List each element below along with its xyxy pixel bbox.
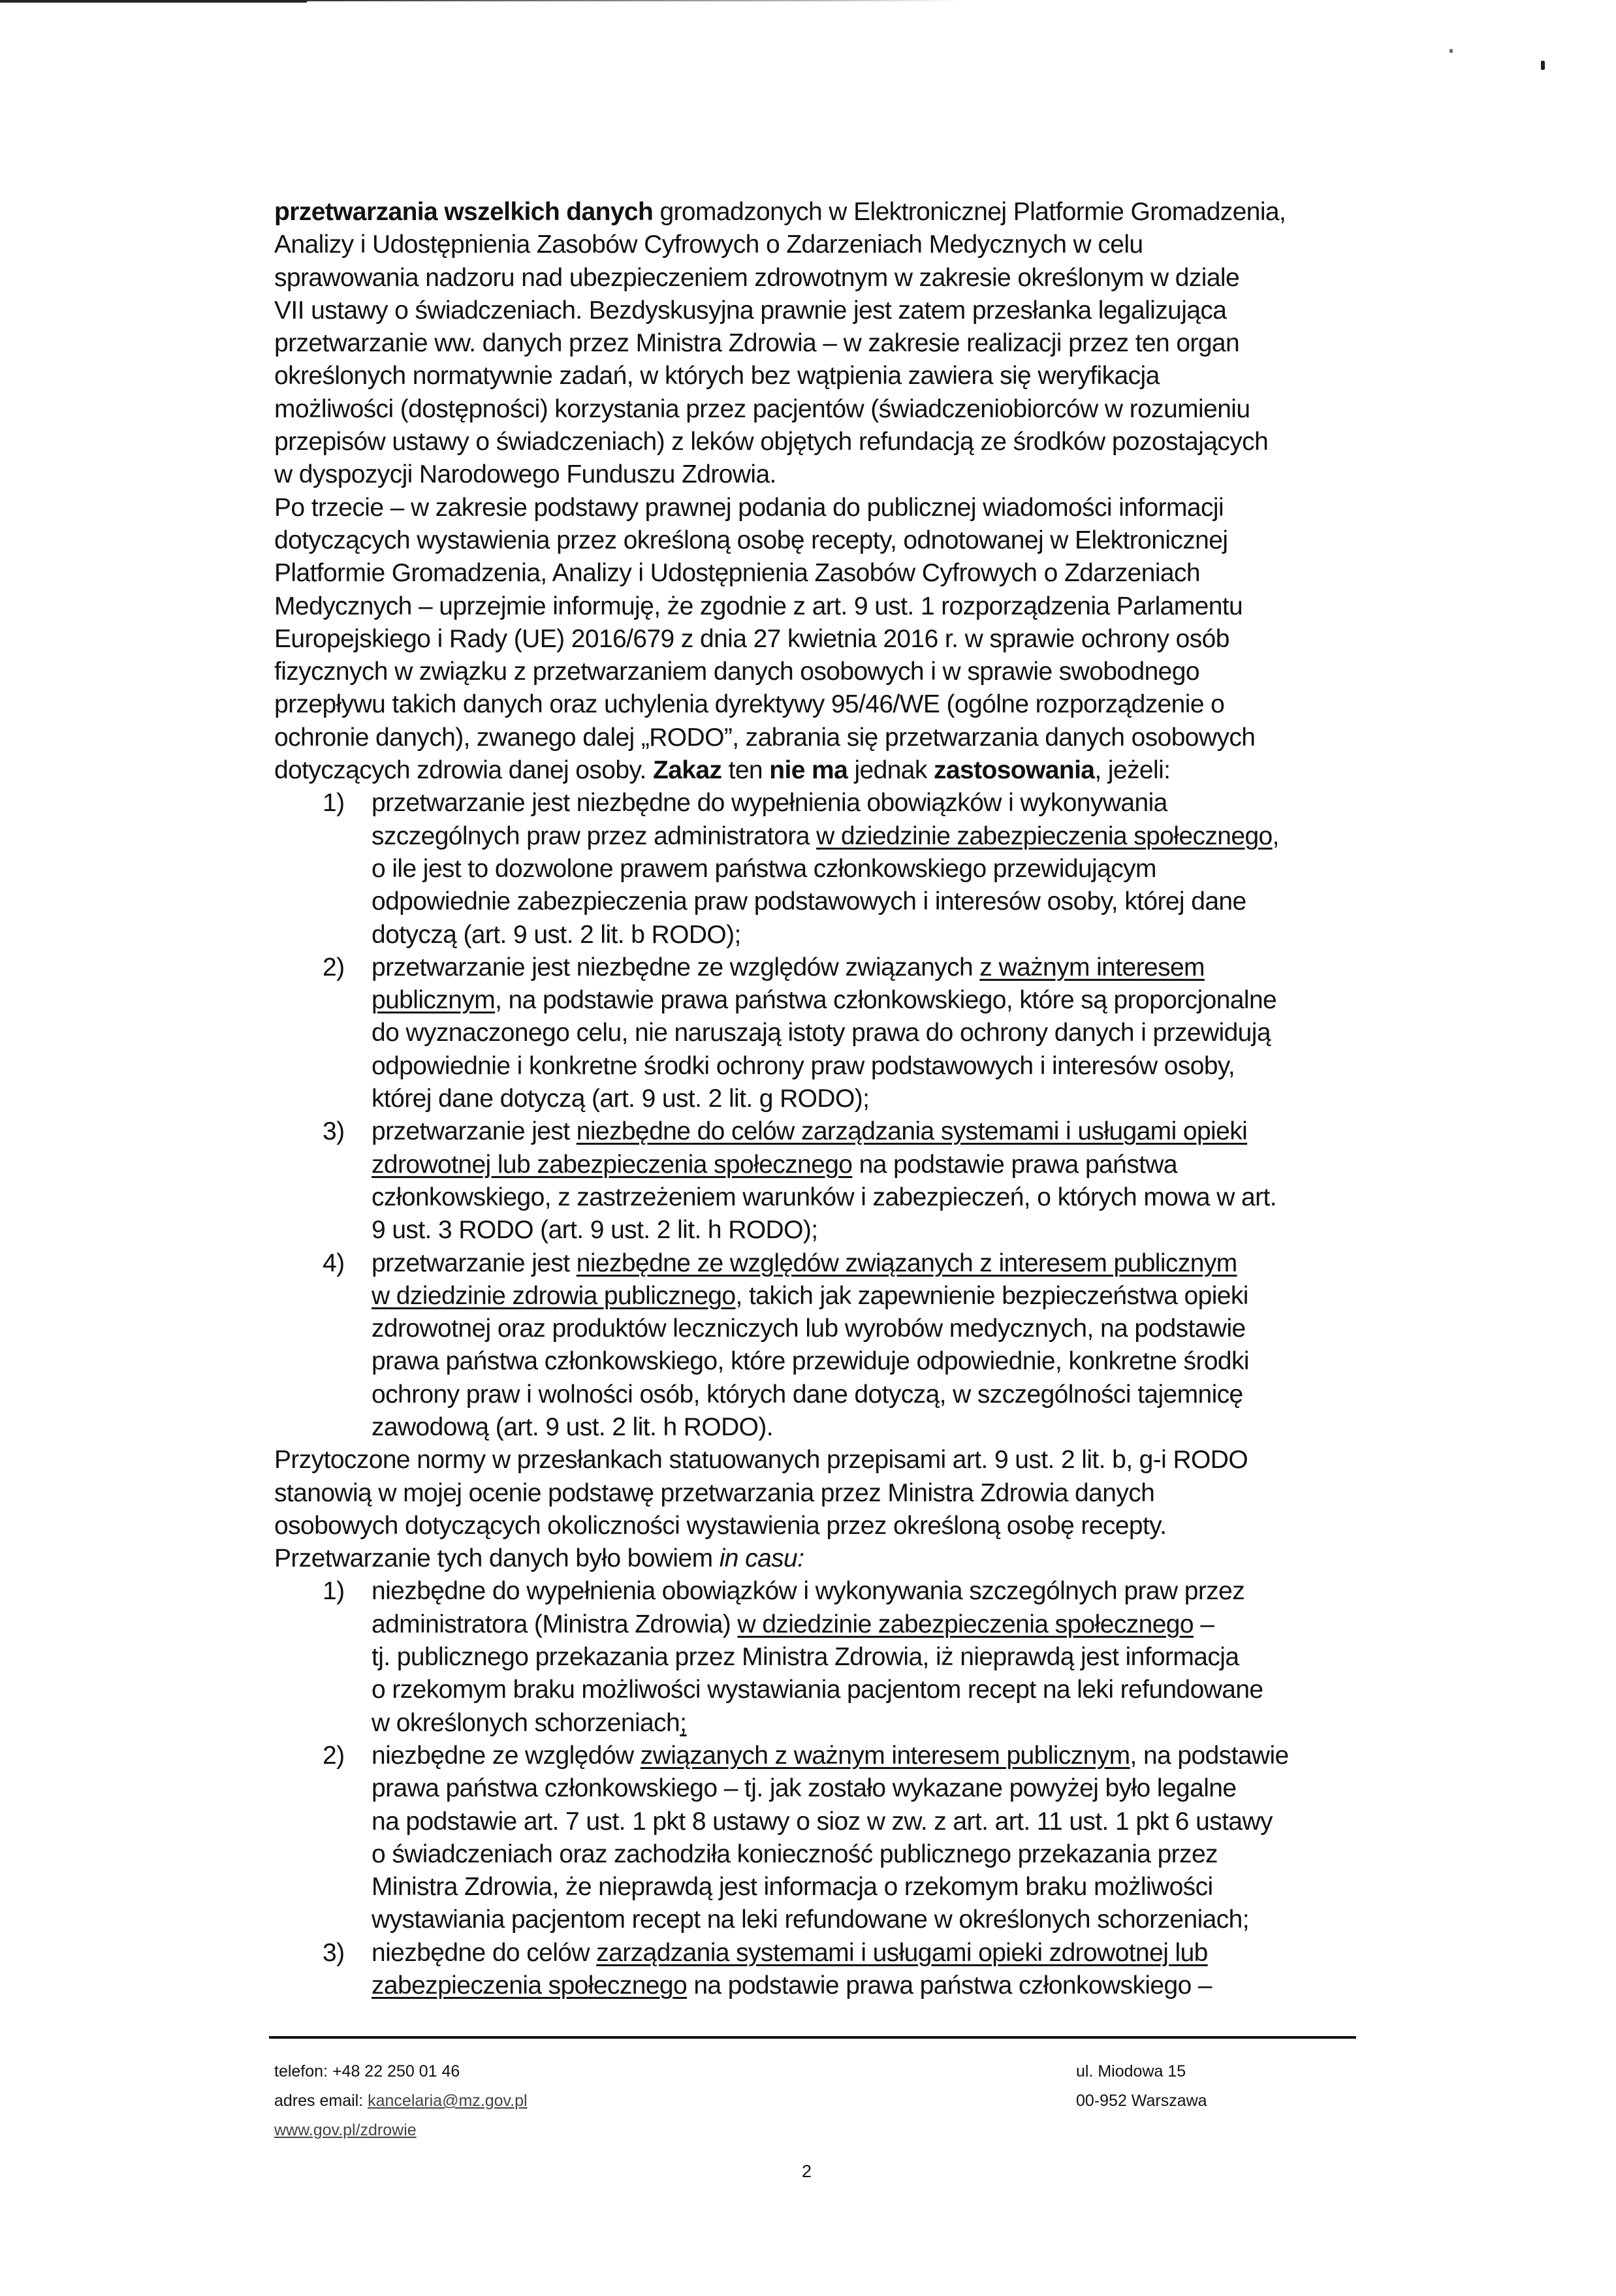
- text-run: wystawiania pacjentom recept na leki refundowane w określonych schorzeniach;: [372, 1905, 1249, 1934]
- underlined-text: w dziedzinie zabezpieczenia społecznego: [737, 1610, 1194, 1638]
- text-run: przetwarzanie jest niezbędne ze względów związanych: [372, 953, 980, 981]
- footer-email-row: [274, 2086, 528, 2116]
- list-item-line: [274, 919, 1358, 951]
- text-run: Przytoczone normy w przesłankach statuowanych przepisami art. 9 ust. 2 lit. b, g-i RODO: [274, 1446, 1248, 1475]
- text-run: prawa państwa członkowskiego, które przewiduje odpowiednie, konkretne środki: [372, 1347, 1249, 1376]
- text-line: [274, 688, 1358, 721]
- text-run: na podstawie art. 7 ust. 1 pkt 8 ustawy o sioz w zw. z art. art. 11 ust. 1 pkt 6 ustawy: [372, 1807, 1273, 1836]
- text-run: VII ustawy o świadczeniach. Bezdyskusyjna prawnie jest zatem przesłanka legalizująca: [274, 296, 1227, 325]
- underlined-text: z ważnym interesem: [979, 953, 1205, 981]
- text-run: stanowią w mojej ocenie podstawę przetwarzania przez Ministra Zdrowia danych: [274, 1478, 1155, 1507]
- footer-website-link[interactable]: www.gov.pl/zdrowie: [274, 2121, 417, 2139]
- text-run: , takich jak zapewnienie bezpieczeństwa opieki: [735, 1281, 1248, 1310]
- text-run: Ministra Zdrowia, że nieprawdą jest informacja o rzekomym braku możliwości: [372, 1873, 1213, 1902]
- underlined-text: zarządzania systemami i usługami opieki zdrowotnej lub: [596, 1938, 1208, 1967]
- text-run: zdrowotnej oraz produktów leczniczych lub wyrobów medycznych, na podstawie: [372, 1315, 1246, 1343]
- text-run: niezbędne do wypełnienia obowiązków i wykonywania szczególnych praw przez: [372, 1577, 1245, 1606]
- text-run: osobowych dotyczących okoliczności wystawienia przez określoną osobę recepty.: [274, 1511, 1167, 1540]
- list-item-line: [274, 1772, 1358, 1805]
- list-item-line: [274, 1050, 1358, 1083]
- list-item-line: [274, 1247, 1358, 1280]
- list-item-number: 3): [323, 1938, 345, 1967]
- list-item-line: [274, 951, 1358, 984]
- list-item-number: 1): [323, 789, 345, 818]
- text-run: , na podstawie: [1130, 1741, 1289, 1770]
- text-run: o rzekomym braku możliwości wystawiania pacjentom recept na leki refundowane: [372, 1676, 1263, 1704]
- underlined-text: ;: [680, 1708, 687, 1737]
- bold-text: przetwarzania wszelkich danych: [274, 198, 654, 226]
- text-run: ,: [1272, 821, 1279, 850]
- text-line: [274, 360, 1358, 392]
- underlined-text: w dziedzinie zabezpieczenia społecznego: [816, 821, 1273, 850]
- text-line: [274, 229, 1358, 261]
- italic-text: in casu:: [719, 1544, 804, 1573]
- text-line: [274, 393, 1358, 426]
- text-line: [274, 1542, 1358, 1575]
- text-run: do wyznaczonego celu, nie naruszają istoty prawa do ochrony danych i przewidują: [372, 1019, 1271, 1047]
- list-item-line: [274, 1904, 1358, 1936]
- bold-text: nie ma: [769, 756, 848, 785]
- underlined-text: związanych z ważnym interesem publicznym: [640, 1741, 1130, 1770]
- text-run: Analizy i Udostępnienia Zasobów Cyfrowych o Zdarzeniach Medycznych w celu: [274, 231, 1143, 259]
- footer-address: [1076, 2057, 1207, 2116]
- text-run: w dyspozycji Narodowego Funduszu Zdrowia.: [274, 460, 776, 489]
- text-line: [274, 295, 1358, 327]
- text-run: przepisów ustawy o świadczeniach) z leków objętych refundacją ze środków pozostających: [274, 428, 1269, 456]
- text-run: 9 ust. 3 RODO (art. 9 ust. 2 lit. h RODO);: [372, 1216, 818, 1245]
- list-item-number: 4): [323, 1249, 345, 1277]
- text-run: fizycznych w związku z przetwarzaniem danych osobowych i w sprawie swobodnego: [274, 658, 1199, 686]
- list-item-line: [274, 787, 1358, 820]
- text-run: ochronie danych), zwanego dalej „RODO”, zabrania się przetwarzania danych osobowych: [274, 723, 1256, 752]
- list-item-line: [274, 1871, 1358, 1904]
- list-item-number: 2): [323, 1741, 345, 1770]
- list-item-line: [274, 984, 1358, 1017]
- text-run: prawa państwa członkowskiego – tj. jak zostało wykazane powyżej było legalne: [372, 1774, 1237, 1803]
- list-item-line: [274, 853, 1358, 885]
- list-item-line: [274, 1017, 1358, 1049]
- text-run: Przetwarzanie tych danych było bowiem: [274, 1544, 720, 1573]
- text-run: określonych normatywnie zadań, w których bez wątpienia zawiera się weryfikacja: [274, 362, 1160, 391]
- text-run: niezbędne do celów: [372, 1938, 597, 1967]
- list-item-line: [274, 1214, 1358, 1247]
- footer-phone: telefon: +48 22 250 01 46: [274, 2062, 460, 2081]
- text-run: ochrony praw i wolności osób, których dane dotyczą, w szczególności tajemnicę: [372, 1380, 1243, 1409]
- text-run: niezbędne ze względów: [372, 1741, 641, 1770]
- text-run: Platformie Gromadzenia, Analizy i Udostępnienia Zasobów Cyfrowych o Zdarzeniach: [274, 559, 1200, 588]
- list-item-line: [274, 1115, 1358, 1148]
- footer-contact: [274, 2057, 528, 2145]
- list-item-line: [274, 1806, 1358, 1838]
- footer-address-street: ul. Miodowa 15: [1076, 2062, 1186, 2081]
- text-run: ten: [721, 756, 770, 785]
- scan-edge-mark: [307, 0, 960, 1]
- text-run: Europejskiego i Rady (UE) 2016/679 z dnia 27 kwietnia 2016 r. w sprawie ochrony osób: [274, 624, 1229, 653]
- footer-email-link[interactable]: kancelaria@mz.gov.pl: [368, 2092, 528, 2110]
- list-item-line: [274, 1083, 1358, 1115]
- text-line: [274, 458, 1358, 491]
- list-item-line: [274, 1379, 1358, 1411]
- text-line: [274, 426, 1358, 458]
- text-line: [274, 196, 1358, 229]
- list-item-line: [274, 1313, 1358, 1345]
- underlined-text: publicznym: [372, 986, 496, 1015]
- list-item-line: [274, 1149, 1358, 1181]
- text-line: [274, 623, 1358, 656]
- footer-address-city: 00-952 Warszawa: [1076, 2092, 1207, 2110]
- text-line: [274, 557, 1358, 590]
- text-line: [274, 524, 1358, 557]
- scan-speck: [1450, 49, 1453, 53]
- text-run: na podstawie prawa państwa: [852, 1150, 1178, 1179]
- text-run: o świadczeniach oraz zachodziła konieczność publicznego przekazania przez: [372, 1840, 1218, 1868]
- bold-text: zastosowania: [934, 756, 1095, 785]
- list-item-line: [274, 885, 1358, 918]
- text-line: [274, 722, 1358, 754]
- list-item-line: [274, 1411, 1358, 1444]
- bold-text: Zakaz: [652, 756, 722, 785]
- text-run: administratora (Ministra Zdrowia): [372, 1610, 738, 1638]
- text-run: odpowiednie i konkretne środki ochrony praw podstawowych i interesów osoby,: [372, 1051, 1235, 1080]
- text-run: dotyczących zdrowia danej osoby.: [274, 756, 653, 785]
- letter-body: [274, 196, 1358, 2002]
- text-run: zawodową (art. 9 ust. 2 lit. h RODO).: [372, 1412, 774, 1441]
- scan-edge-mark: [0, 0, 307, 3]
- text-line: [274, 327, 1358, 360]
- underlined-text: w dziedzinie zdrowia publicznego: [372, 1281, 736, 1310]
- list-item-line: [274, 1608, 1358, 1641]
- text-run: przetwarzanie jest: [372, 1117, 577, 1146]
- text-line: [274, 492, 1358, 524]
- text-run: członkowskiego, z zastrzeżeniem warunków i zabezpieczeń, o których mowa w art.: [372, 1183, 1276, 1211]
- text-line: [274, 656, 1358, 688]
- footer-divider: [269, 2036, 1356, 2039]
- text-run: przetwarzanie jest: [372, 1249, 577, 1277]
- list-item-line: [274, 1674, 1358, 1706]
- list-item-number: 1): [323, 1577, 345, 1606]
- scan-speck: [1541, 61, 1545, 70]
- list-item-line: [274, 1707, 1358, 1740]
- text-run: na podstawie prawa państwa członkowskiego –: [687, 1971, 1212, 2000]
- list-item-line: [274, 1838, 1358, 1871]
- list-item-line: [274, 1181, 1358, 1214]
- list-item-line: [274, 1641, 1358, 1674]
- text-run: której dane dotyczą (art. 9 ust. 2 lit. g RODO);: [372, 1085, 870, 1113]
- list-item-line: [274, 1345, 1358, 1378]
- footer-email-label: adres email:: [274, 2092, 368, 2110]
- underlined-text: niezbędne do celów zarządzania systemami i usługami opieki: [576, 1117, 1248, 1146]
- text-line: [274, 1510, 1358, 1542]
- text-run: przetwarzanie jest niezbędne do wypełnienia obowiązków i wykonywania: [372, 789, 1167, 818]
- list-item-line: [274, 1575, 1358, 1608]
- text-line: [274, 1477, 1358, 1510]
- underlined-text: zdrowotnej lub zabezpieczenia społecznego: [372, 1150, 853, 1179]
- text-run: gromadzonych w Elektronicznej Platformie Gromadzenia,: [653, 198, 1286, 226]
- text-line: [274, 754, 1358, 787]
- text-run: odpowiednie zabezpieczenia praw podstawowych i interesów osoby, której dane: [372, 887, 1246, 916]
- text-line: [274, 262, 1358, 295]
- page-number: 2: [802, 2161, 812, 2181]
- text-run: –: [1193, 1610, 1214, 1638]
- list-item-number: 2): [323, 953, 345, 981]
- list-item-line: [274, 1937, 1358, 1969]
- list-item-line: [274, 1969, 1358, 2002]
- text-run: , jeżeli:: [1094, 756, 1171, 785]
- text-line: [274, 1444, 1358, 1476]
- text-run: możliwości (dostępności) korzystania przez pacjentów (świadczeniobiorców w rozumieniu: [274, 394, 1250, 423]
- text-run: sprawowania nadzoru nad ubezpieczeniem zdrowotnym w zakresie określonym w dziale: [274, 263, 1240, 292]
- text-run: w określonych schorzeniach: [372, 1708, 680, 1737]
- list-item-line: [274, 1740, 1358, 1772]
- list-item-line: [274, 820, 1358, 853]
- text-run: o ile jest to dozwolone prawem państwa członkowskiego przewidującym: [372, 854, 1156, 883]
- text-run: tj. publicznego przekazania przez Ministra Zdrowia, iż nieprawdą jest informacja: [372, 1643, 1239, 1672]
- text-run: szczególnych praw przez administratora: [372, 821, 817, 850]
- text-run: , na podstawie prawa państwa członkowskiego, które są proporcjonalne: [495, 986, 1277, 1015]
- text-run: dotyczą (art. 9 ust. 2 lit. b RODO);: [372, 920, 741, 949]
- text-line: [274, 590, 1358, 623]
- underlined-text: zabezpieczenia społecznego: [372, 1971, 688, 2000]
- text-run: jednak: [848, 756, 934, 785]
- text-run: przetwarzanie ww. danych przez Ministra Zdrowia – w zakresie realizacji przez ten organ: [274, 329, 1240, 358]
- text-run: Po trzecie – w zakresie podstawy prawnej podania do publicznej wiadomości informacji: [274, 493, 1224, 522]
- list-item-number: 3): [323, 1117, 345, 1146]
- text-run: dotyczących wystawienia przez określoną osobę recepty, odnotowanej w Elektronicznej: [274, 526, 1228, 554]
- underlined-text: niezbędne ze względów związanych z interesem publicznym: [576, 1249, 1237, 1277]
- text-run: Medycznych – uprzejmie informuję, że zgodnie z art. 9 ust. 1 rozporządzenia Parlamentu: [274, 592, 1243, 620]
- list-item-line: [274, 1280, 1358, 1313]
- text-run: przepływu takich danych oraz uchylenia dyrektywy 95/46/WE (ogólne rozporządzenie o: [274, 690, 1225, 719]
